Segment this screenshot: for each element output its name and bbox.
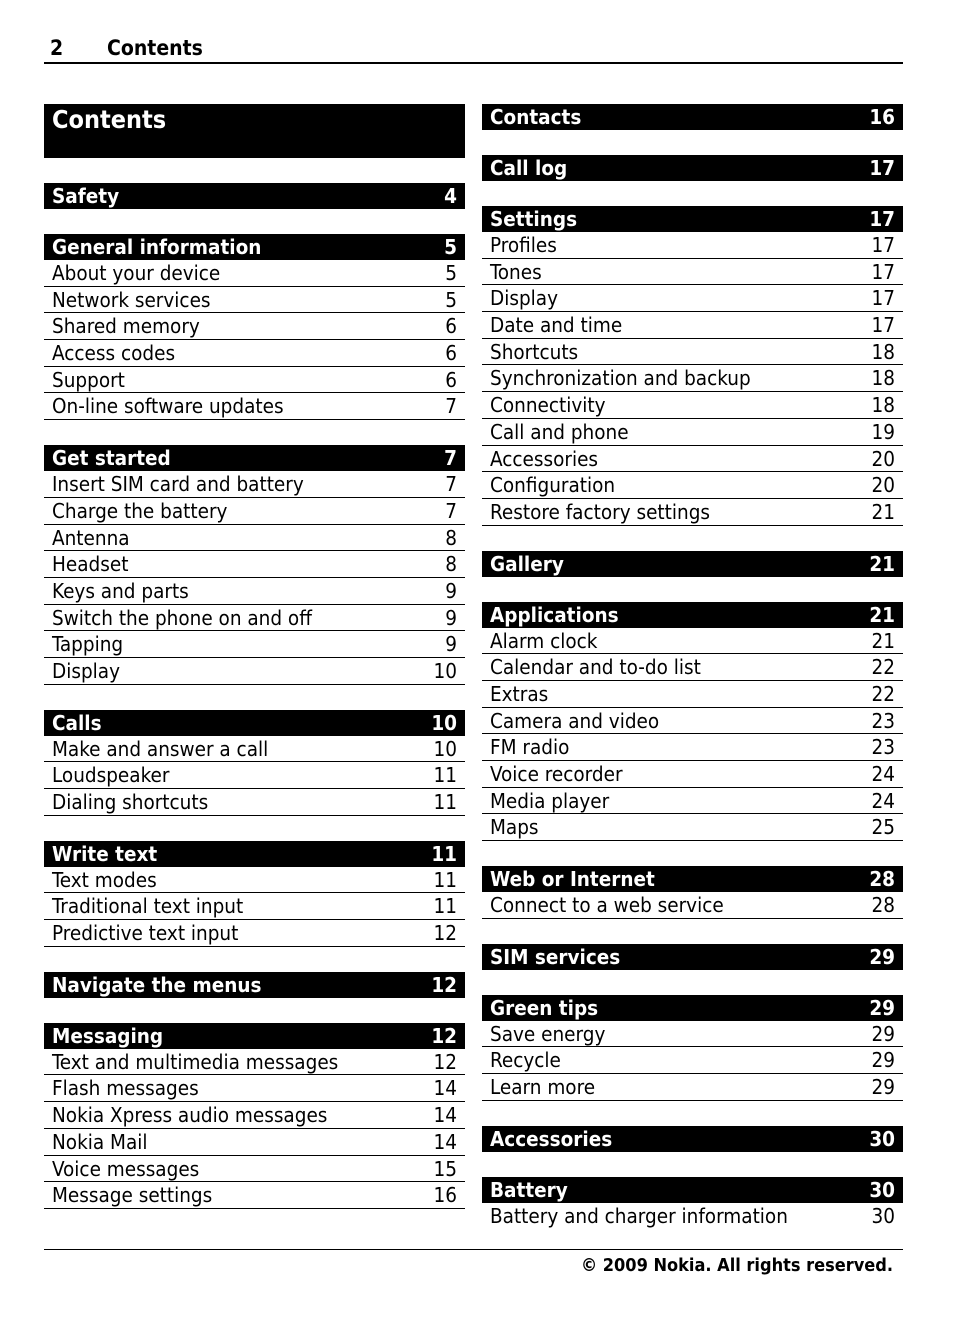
toc-section [44, 234, 465, 420]
entry-page-number: 10 [433, 658, 457, 683]
entry-label: Display [52, 658, 120, 683]
entry-page-number: 11 [433, 763, 457, 788]
toc-entry[interactable] [44, 658, 465, 685]
section-title: Navigate the menus [52, 972, 262, 997]
toc-entry[interactable] [44, 578, 465, 605]
entry-page-number: 30 [871, 1203, 895, 1228]
entry-page-number: 8 [445, 552, 457, 577]
section-page-number: 10 [431, 710, 457, 735]
entry-label: Camera and video [490, 708, 660, 733]
entry-label: Predictive text input [52, 921, 239, 946]
toc-section [482, 1126, 903, 1152]
entry-label: Antenna [52, 525, 130, 550]
toc-entry[interactable] [44, 920, 465, 947]
toc-entry[interactable] [44, 525, 465, 552]
entry-page-number: 5 [445, 287, 457, 312]
entry-label: Shared memory [52, 314, 200, 339]
toc-section [44, 1023, 465, 1209]
entry-page-number: 17 [871, 313, 895, 338]
toc-entry[interactable] [44, 260, 465, 287]
entry-label: Network services [52, 287, 211, 312]
entry-label: Date and time [490, 313, 623, 338]
toc-section [482, 995, 903, 1101]
toc-entry[interactable] [482, 1074, 903, 1101]
entry-page-number: 29 [871, 1048, 895, 1073]
section-page-number: 30 [869, 1177, 895, 1202]
entry-label: Make and answer a call [52, 736, 269, 761]
entry-page-number: 9 [445, 578, 457, 603]
toc-section [482, 944, 903, 970]
toc-section [482, 155, 903, 181]
entry-page-number: 22 [871, 681, 895, 706]
entry-label: Call and phone [490, 419, 629, 444]
entry-label: About your device [52, 261, 221, 285]
toc-title: Contents [44, 104, 465, 158]
section-page-number: 7 [444, 446, 457, 471]
section-title: SIM services [490, 944, 621, 969]
entry-page-number: 23 [871, 708, 895, 733]
section-page-number: 16 [869, 105, 895, 129]
section-title: Contacts [490, 105, 582, 129]
toc-entry[interactable] [482, 761, 903, 788]
toc-section-header[interactable] [44, 710, 465, 736]
entry-page-number: 21 [871, 628, 895, 653]
toc-section-header[interactable] [482, 155, 903, 181]
toc-right-column [482, 104, 903, 1255]
entry-label: Configuration [490, 473, 616, 498]
entry-page-number: 29 [871, 1021, 895, 1046]
toc-entry[interactable] [482, 419, 903, 446]
entry-label: Synchronization and backup [490, 366, 751, 391]
entry-page-number: 19 [871, 419, 895, 444]
header-title: Contents [107, 36, 203, 60]
entry-page-number: 17 [871, 233, 895, 257]
toc-section-header[interactable] [482, 944, 903, 970]
section-page-number: 30 [869, 1126, 895, 1151]
entry-label: Maps [490, 815, 539, 840]
section-page-number: 21 [869, 551, 895, 576]
toc-section [44, 972, 465, 998]
entry-page-number: 16 [433, 1183, 457, 1208]
entry-label: Media player [490, 788, 610, 813]
toc-entry[interactable] [482, 392, 903, 419]
entry-page-number: 23 [871, 735, 895, 760]
toc-entry[interactable] [482, 339, 903, 366]
section-title: Accessories [490, 1126, 613, 1151]
entry-label: Keys and parts [52, 578, 189, 603]
toc-entry[interactable] [44, 1075, 465, 1102]
entry-page-number: 12 [433, 1049, 457, 1074]
entry-page-number: 14 [433, 1129, 457, 1154]
entry-label: Alarm clock [490, 628, 598, 653]
toc-entry[interactable] [44, 498, 465, 525]
entry-page-number: 5 [445, 261, 457, 285]
section-page-number: 12 [431, 1023, 457, 1048]
toc-section [44, 183, 465, 209]
page-number: 2 [50, 36, 64, 60]
entry-label: Charge the battery [52, 498, 228, 523]
entry-page-number: 15 [433, 1156, 457, 1181]
section-page-number: 5 [444, 235, 457, 259]
entry-page-number: 18 [871, 366, 895, 391]
toc-entry[interactable] [482, 232, 903, 259]
entry-label: Dialing shortcuts [52, 790, 209, 814]
toc-section-header[interactable] [482, 995, 903, 1021]
entry-page-number: 12 [433, 921, 457, 946]
entry-label: FM radio [490, 735, 570, 760]
entry-label: Nokia Xpress audio messages [52, 1103, 328, 1128]
entry-page-number: 25 [871, 815, 895, 840]
toc-entry[interactable] [44, 1156, 465, 1183]
entry-label: Connectivity [490, 393, 606, 418]
toc-entry[interactable] [482, 1021, 903, 1048]
entry-label: Text and multimedia messages [52, 1049, 339, 1074]
toc-entry[interactable] [44, 1102, 465, 1129]
entry-page-number: 20 [871, 446, 895, 471]
toc-section-header[interactable] [482, 866, 903, 892]
toc-section-header[interactable] [482, 551, 903, 577]
entry-page-number: 29 [871, 1075, 895, 1100]
section-title: Web or Internet [490, 867, 655, 892]
toc-left-column [44, 104, 465, 1234]
section-page-number: 29 [869, 995, 895, 1020]
entry-label: Display [490, 286, 558, 311]
entry-label: Flash messages [52, 1076, 199, 1101]
toc-entry[interactable] [482, 365, 903, 392]
entry-label: Calendar and to-do list [490, 655, 701, 680]
entry-page-number: 17 [871, 286, 895, 311]
entry-label: Restore factory settings [490, 499, 711, 524]
entry-label: Tapping [52, 632, 124, 657]
toc-entry[interactable] [482, 446, 903, 473]
toc-entry[interactable] [482, 472, 903, 499]
toc-section-header[interactable] [44, 841, 465, 867]
toc-entry[interactable] [482, 788, 903, 815]
section-page-number: 17 [869, 156, 895, 180]
entry-label: Headset [52, 552, 129, 577]
toc-section [482, 551, 903, 577]
entry-page-number: 18 [871, 339, 895, 364]
section-title: Green tips [490, 995, 599, 1020]
toc-entry[interactable] [482, 259, 903, 286]
entry-page-number: 17 [871, 259, 895, 284]
toc-entry[interactable] [44, 631, 465, 658]
toc-entry[interactable] [44, 736, 465, 763]
section-page-number: 12 [431, 972, 457, 997]
entry-page-number: 9 [445, 605, 457, 630]
section-page-number: 28 [869, 867, 895, 892]
entry-label: Voice messages [52, 1156, 200, 1181]
toc-section [482, 602, 903, 842]
section-page-number: 29 [869, 944, 895, 969]
toc-section [482, 1177, 903, 1230]
entry-page-number: 8 [445, 525, 457, 550]
entry-page-number: 7 [445, 498, 457, 523]
entry-page-number: 9 [445, 632, 457, 657]
toc-section [44, 710, 465, 816]
toc-section-header[interactable] [44, 234, 465, 260]
entry-page-number: 6 [445, 314, 457, 339]
section-title: Get started [52, 446, 171, 471]
toc-entry[interactable] [482, 654, 903, 681]
toc-entry[interactable] [482, 681, 903, 708]
toc-entry[interactable] [44, 762, 465, 789]
toc-entry[interactable] [44, 1129, 465, 1156]
toc-entry[interactable] [482, 312, 903, 339]
section-title: Messaging [52, 1023, 164, 1048]
toc-entry[interactable] [44, 287, 465, 314]
toc-entry[interactable] [44, 551, 465, 578]
entry-label: Insert SIM card and battery [52, 472, 304, 497]
entry-page-number: 11 [433, 894, 457, 919]
entry-page-number: 6 [445, 341, 457, 366]
running-header [44, 34, 903, 64]
section-page-number: 17 [869, 207, 895, 231]
toc-entry[interactable] [44, 1182, 465, 1209]
section-title: Safety [52, 184, 120, 208]
section-page-number: 11 [431, 841, 457, 866]
entry-page-number: 20 [871, 473, 895, 498]
entry-label: Voice recorder [490, 762, 623, 786]
section-title: Gallery [490, 551, 564, 576]
toc-entry[interactable] [44, 367, 465, 394]
toc-entry[interactable] [482, 708, 903, 735]
entry-label: On-line software updates [52, 394, 284, 419]
entry-label: Tones [490, 259, 542, 284]
toc-entry[interactable] [482, 734, 903, 761]
entry-label: Save energy [490, 1021, 606, 1046]
section-title: Calls [52, 710, 102, 735]
toc-entry[interactable] [482, 892, 903, 919]
toc-section-header[interactable] [482, 1177, 903, 1203]
toc-section-header[interactable] [482, 104, 903, 130]
entry-label: Support [52, 367, 125, 392]
toc-entry[interactable] [44, 1049, 465, 1076]
entry-page-number: 22 [871, 655, 895, 680]
toc-entry[interactable] [44, 340, 465, 367]
toc-section-header[interactable] [44, 972, 465, 998]
entry-page-number: 18 [871, 393, 895, 418]
section-title: Battery [490, 1177, 568, 1202]
entry-label: Recycle [490, 1048, 561, 1073]
toc-entry[interactable] [482, 499, 903, 526]
section-title: General information [52, 235, 262, 259]
entry-label: Accessories [490, 446, 599, 471]
toc-entry[interactable] [482, 1203, 903, 1230]
toc-entry[interactable] [482, 628, 903, 655]
toc-entry[interactable] [44, 893, 465, 920]
page-footer [44, 1249, 903, 1276]
entry-label: Extras [490, 681, 549, 706]
section-title: Settings [490, 207, 578, 231]
entry-label: Loudspeaker [52, 763, 170, 788]
toc-section-header[interactable] [482, 602, 903, 628]
toc-entry[interactable] [44, 789, 465, 816]
toc-entry[interactable] [482, 1047, 903, 1074]
toc-entry[interactable] [44, 471, 465, 498]
entry-page-number: 14 [433, 1103, 457, 1128]
toc-section [482, 206, 903, 526]
entry-page-number: 7 [445, 472, 457, 497]
section-page-number: 21 [869, 602, 895, 627]
section-page-number: 4 [444, 184, 457, 208]
entry-label: Connect to a web service [490, 893, 724, 918]
toc-section-header[interactable] [44, 1023, 465, 1049]
toc-entry[interactable] [44, 867, 465, 894]
toc-entry[interactable] [44, 313, 465, 340]
entry-page-number: 11 [433, 867, 457, 892]
entry-page-number: 11 [433, 790, 457, 814]
entry-page-number: 24 [871, 788, 895, 813]
entry-page-number: 10 [433, 736, 457, 761]
section-title: Call log [490, 156, 568, 180]
entry-label: Battery and charger information [490, 1203, 788, 1228]
toc-section-header[interactable] [44, 445, 465, 471]
entry-label: Shortcuts [490, 339, 579, 364]
section-title: Write text [52, 841, 158, 866]
toc-section [44, 445, 465, 685]
copyright-notice: © 2009 Nokia. All rights reserved. [580, 1255, 893, 1276]
entry-label: Access codes [52, 341, 176, 366]
toc-section [44, 841, 465, 947]
toc-entry[interactable] [482, 814, 903, 841]
entry-page-number: 24 [871, 762, 895, 786]
entry-label: Traditional text input [52, 894, 244, 919]
entry-label: Message settings [52, 1183, 213, 1208]
toc-entry[interactable] [482, 285, 903, 312]
entry-page-number: 21 [871, 499, 895, 524]
entry-page-number: 6 [445, 367, 457, 392]
toc-entry[interactable] [44, 393, 465, 420]
entry-label: Text modes [52, 867, 157, 892]
entry-label: Learn more [490, 1075, 596, 1100]
section-title: Applications [490, 602, 619, 627]
entry-page-number: 14 [433, 1076, 457, 1101]
toc-section-header[interactable] [482, 1126, 903, 1152]
entry-label: Switch the phone on and off [52, 605, 312, 630]
toc-section [482, 866, 903, 919]
entry-label: Nokia Mail [52, 1129, 148, 1154]
toc-section [482, 104, 903, 130]
entry-page-number: 7 [445, 394, 457, 419]
toc-entry[interactable] [44, 605, 465, 632]
toc-section-header[interactable] [482, 206, 903, 232]
toc-section-header[interactable] [44, 183, 465, 209]
entry-page-number: 28 [871, 893, 895, 918]
entry-label: Profiles [490, 233, 557, 257]
